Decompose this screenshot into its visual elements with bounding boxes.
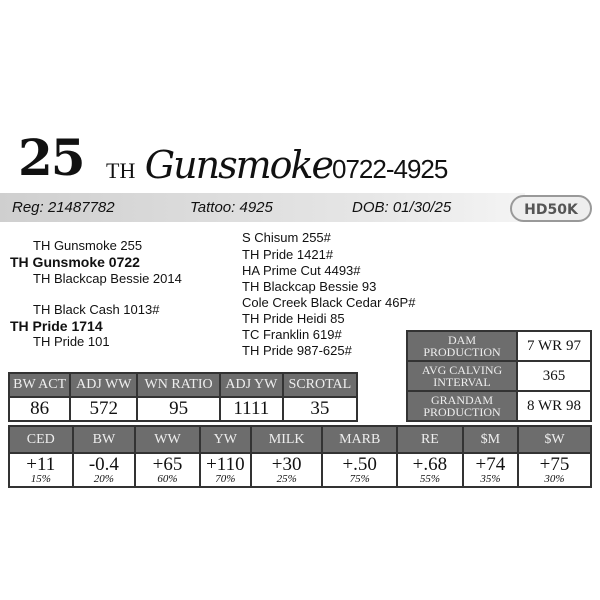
- epd-value: +11 15%: [9, 453, 73, 487]
- performance-header: BW ACT: [9, 373, 70, 397]
- epd-value: +110 70%: [200, 453, 251, 487]
- epd-percentile: 60%: [157, 472, 178, 485]
- performance-header: ADJ WW: [70, 373, 137, 397]
- reg-number: Reg: 21487782: [12, 199, 115, 216]
- pedigree-ancestor: TH Pride 987-625#: [242, 343, 352, 358]
- sire-sire: TH Gunsmoke 255: [33, 238, 143, 253]
- epd-percentile: 55%: [419, 472, 440, 485]
- epd-value: +74 35%: [463, 453, 518, 487]
- epd-value: -0.4 20%: [73, 453, 136, 487]
- name-main: Gunsmoke: [144, 143, 333, 187]
- production-table: [406, 330, 592, 422]
- pedigree-ancestor: TH Pride 1421#: [242, 247, 334, 262]
- epd-value: +.68 55%: [397, 453, 463, 487]
- info-bar: [0, 193, 525, 222]
- epd-header: CED: [9, 426, 73, 453]
- epd-table: [8, 425, 592, 488]
- epd-value: +.50 75%: [322, 453, 397, 487]
- epd-header: $M: [463, 426, 518, 453]
- epd-header: MARB: [322, 426, 397, 453]
- tattoo: Tattoo: 4925: [190, 199, 273, 216]
- epd-header: MILK: [251, 426, 322, 453]
- epd-percentile: 75%: [349, 472, 370, 485]
- dob: DOB: 01/30/25: [352, 199, 452, 216]
- epd-value: +30 25%: [251, 453, 322, 487]
- performance-value: 572: [70, 397, 137, 421]
- grandam-production-label: GRANDAM PRODUCTION: [407, 391, 517, 421]
- epd-header: BW: [73, 426, 136, 453]
- performance-header: WN RATIO: [137, 373, 220, 397]
- dam-sire: TH Black Cash 1013#: [33, 302, 160, 317]
- grandam-production-value: 8 WR 98: [517, 391, 591, 421]
- lot-number: 25: [18, 128, 84, 187]
- sire: TH Gunsmoke 0722: [10, 254, 140, 270]
- pedigree-ancestor: TH Blackcap Bessie 93: [242, 279, 377, 294]
- performance-value: 95: [137, 397, 220, 421]
- performance-header: ADJ YW: [220, 373, 283, 397]
- pedigree-ancestor: Cole Creek Black Cedar 46P#: [242, 295, 416, 310]
- epd-percentile: 35%: [480, 472, 501, 485]
- dam-production-label: DAM PRODUCTION: [407, 331, 517, 361]
- pedigree-ancestor: HA Prime Cut 4493#: [242, 263, 361, 278]
- sire-dam: TH Blackcap Bessie 2014: [33, 271, 182, 286]
- epd-percentile: 15%: [30, 472, 51, 485]
- epd-header: RE: [397, 426, 463, 453]
- performance-value: 1111: [220, 397, 283, 421]
- dam-production-value: 7 WR 97: [517, 331, 591, 361]
- epd-value: +75 30%: [518, 453, 591, 487]
- performance-value: 35: [283, 397, 357, 421]
- pedigree-ancestor: TH Pride Heidi 85: [242, 311, 345, 326]
- name-number: 0722-4925: [332, 154, 448, 184]
- epd-percentile: 30%: [544, 472, 565, 485]
- epd-header: WW: [135, 426, 200, 453]
- epd-header: $W: [518, 426, 591, 453]
- dam: TH Pride 1714: [10, 318, 103, 334]
- hd50k-logo: HD50K: [510, 195, 592, 222]
- epd-value: +65 60%: [135, 453, 200, 487]
- epd-percentile: 25%: [276, 472, 297, 485]
- performance-header: SCROTAL: [283, 373, 357, 397]
- animal-name: [106, 143, 447, 187]
- name-prefix: TH: [106, 158, 136, 183]
- calving-interval-label: AVG CALVING INTERVAL: [407, 361, 517, 391]
- performance-value: 86: [9, 397, 70, 421]
- performance-table: [8, 372, 358, 422]
- dam-dam: TH Pride 101: [33, 334, 110, 349]
- epd-header: YW: [200, 426, 251, 453]
- calving-interval-value: 365: [517, 361, 591, 391]
- epd-percentile: 20%: [93, 472, 114, 485]
- epd-percentile: 70%: [215, 472, 236, 485]
- pedigree-ancestor: TC Franklin 619#: [242, 327, 342, 342]
- pedigree-ancestor: S Chisum 255#: [242, 230, 331, 245]
